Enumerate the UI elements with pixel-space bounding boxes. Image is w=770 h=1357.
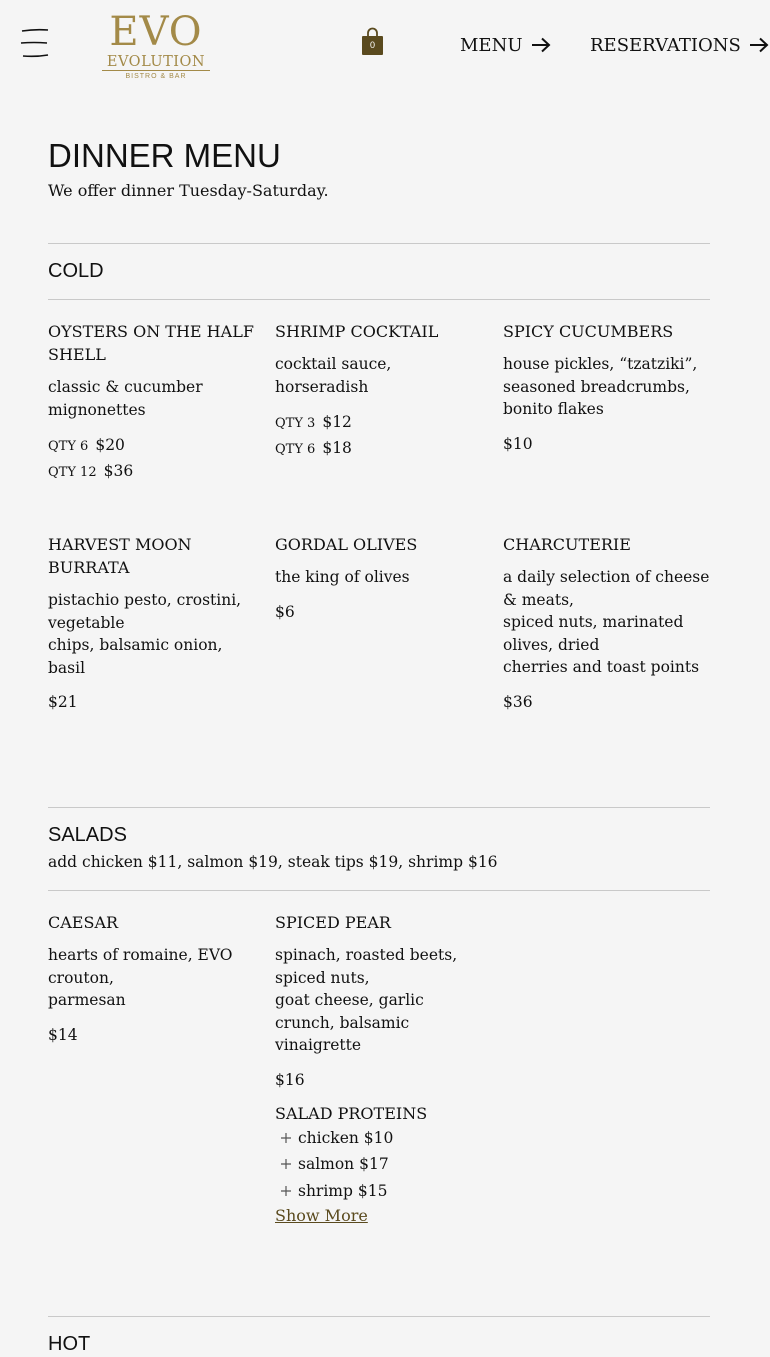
menu-item-name: HARVEST MOON BURRATA (48, 535, 192, 577)
logo-tagline: BISTRO & BAR (125, 73, 187, 80)
menu-item-price: $16 (275, 1070, 305, 1089)
menu-item-description: cocktail sauce, horseradish (275, 355, 392, 396)
menu-item-price: $6 (275, 602, 295, 621)
menu-item-name: OYSTERS ON THE HALF SHELL (48, 322, 254, 364)
description-line: spiced nuts, marinated olives, dried (503, 613, 684, 654)
menu-item-description (48, 589, 258, 679)
menu-item-description: classic & cucumber mignonettes (48, 378, 203, 419)
menu-item-name: SHRIMP COCKTAIL (275, 322, 439, 341)
protein-option-label: salmon $17 (298, 1155, 389, 1173)
menu-item-price: $10 (503, 434, 533, 453)
section-divider (48, 243, 710, 244)
menu-item-price: $14 (48, 1025, 78, 1044)
menu-item (275, 533, 485, 623)
menu-item (275, 911, 485, 1228)
description-line: cherries and toast points (503, 658, 700, 676)
nav-reservations-link[interactable] (590, 33, 769, 57)
section-divider (48, 890, 710, 891)
protein-option-label: chicken $10 (298, 1128, 394, 1147)
evo-logo[interactable] (100, 10, 212, 80)
qty-price-row (48, 433, 258, 459)
description-line: a daily selection of cheese & meats, (503, 568, 710, 609)
menu-item-name: GORDAL OLIVES (275, 535, 418, 554)
salad-proteins-list (275, 1125, 485, 1205)
description-line: parmesan (48, 991, 126, 1009)
menu-item-name: SPICY CUCUMBERS (503, 322, 674, 341)
menu-item-description (275, 944, 485, 1057)
section-title-hot: HOT (48, 1333, 91, 1355)
qty-label: QTY 12 (48, 465, 97, 480)
menu-item-description: the king of olives (275, 568, 410, 586)
protein-option[interactable] (275, 1125, 485, 1152)
cart-count: 0 (369, 40, 375, 50)
menu-item (503, 533, 713, 713)
qty-label: QTY 6 (275, 442, 316, 457)
menu-item-price: $36 (503, 692, 533, 711)
logo-divider (102, 70, 210, 71)
description-line: goat cheese, garlic crunch, balsamic (275, 991, 424, 1032)
nav-menu-label: MENU (460, 34, 523, 56)
menu-item-description (48, 944, 258, 1012)
qty-label: QTY 6 (48, 439, 89, 454)
menu-item-name: CAESAR (48, 913, 119, 932)
section-title-salads: SALADS (48, 824, 127, 846)
plus-icon (279, 1157, 293, 1171)
qty-prices (275, 410, 485, 462)
menu-item (275, 320, 485, 462)
arrow-right-icon (531, 37, 551, 53)
section-divider (48, 807, 710, 808)
hamburger-menu-icon[interactable] (20, 27, 50, 61)
description-line: spinach, roasted beets, spiced nuts, (275, 946, 458, 987)
qty-price-row (48, 459, 258, 485)
description-line: pistachio pesto, crostini, vegetable (48, 591, 242, 632)
cart-button[interactable] (360, 27, 385, 57)
menu-item-name: SPICED PEAR (275, 913, 391, 932)
logo-subtitle: EVOLUTION (106, 54, 206, 70)
show-more-link[interactable]: Show More (275, 1206, 368, 1225)
section-divider (48, 1316, 710, 1317)
qty-price-row (275, 436, 485, 462)
protein-option[interactable] (275, 1151, 485, 1178)
section-note: add chicken $11, salmon $19, steak tips $19, shrimp $16 (48, 853, 498, 871)
arrow-right-icon (749, 37, 769, 53)
qty-prices (48, 433, 258, 485)
nav-menu-link[interactable] (460, 33, 551, 57)
description-line: chips, balsamic onion, basil (48, 636, 223, 677)
qty-price: $20 (95, 436, 125, 454)
menu-item-name: CHARCUTERIE (503, 535, 631, 554)
menu-item-price: $21 (48, 693, 78, 711)
plus-icon (279, 1131, 293, 1145)
description-line: hearts of romaine, EVO crouton, (48, 946, 233, 987)
page-title: DINNER MENU (48, 137, 281, 174)
menu-item (48, 533, 258, 713)
menu-item (48, 320, 258, 485)
qty-price: $36 (103, 462, 134, 480)
page-subtitle: We offer dinner Tuesday-Saturday. (48, 181, 329, 200)
salad-proteins-title: SALAD PROTEINS (275, 1103, 428, 1123)
protein-option[interactable] (275, 1178, 485, 1205)
qty-price-row (275, 410, 485, 436)
qty-label: QTY 3 (275, 416, 316, 431)
qty-price: $12 (322, 413, 352, 431)
description-line: vinaigrette (275, 1036, 362, 1054)
qty-price: $18 (322, 439, 352, 457)
menu-item (48, 911, 258, 1046)
menu-item-description: house pickles, “tzatziki”, seasoned breadcrumbs, bonito flakes (503, 355, 698, 418)
protein-option-label: shrimp $15 (298, 1181, 388, 1200)
menu-item-description (503, 566, 713, 679)
nav-reservations-label: RESERVATIONS (590, 34, 741, 56)
section-divider (48, 299, 710, 300)
section-title-cold: COLD (48, 260, 104, 282)
menu-item (503, 320, 713, 455)
logo-wordmark: EVO (109, 9, 203, 55)
site-header (0, 0, 770, 90)
plus-icon (279, 1184, 293, 1198)
